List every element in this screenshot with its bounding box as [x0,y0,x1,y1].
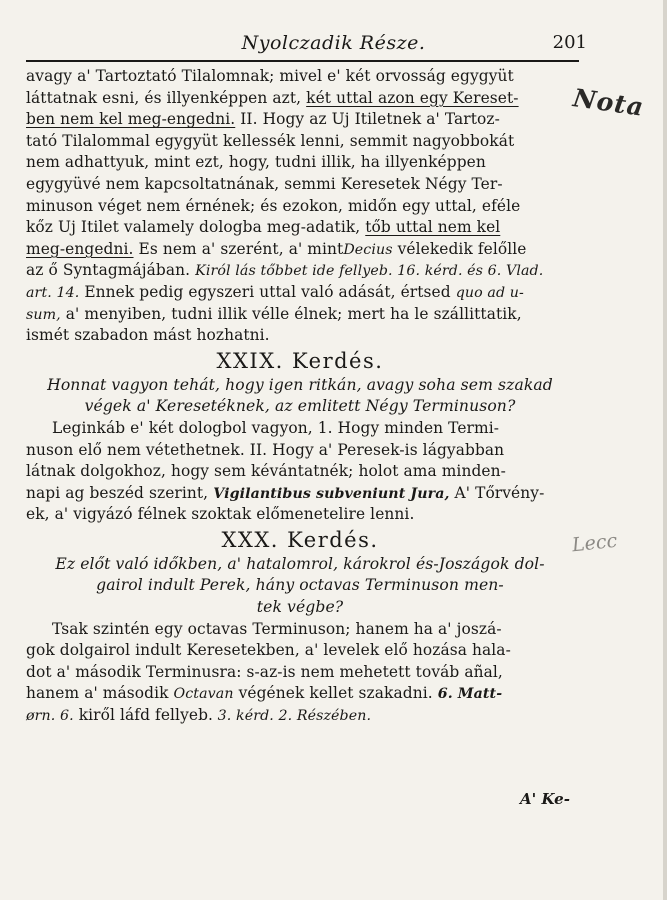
text-line [26,239,574,261]
underlined-text: ben nem kel meg-engedni. [26,110,236,129]
line-text: az ő Syntagmájában. [26,261,191,280]
line-text: ismét szabadon mást hozhatni. [26,326,270,345]
page-edge [663,0,667,900]
handwritten-margin-note: Lecc [570,529,619,557]
question-heading: XXIX. Kerdés. [216,348,384,373]
italic-text: Kiról lás tőbbet ide fellyeb. 16. kérd. és 6. Vlad. [195,263,544,280]
italic-text: Octavan [173,686,234,703]
underlined-text: tőb uttal nem kel [365,218,501,237]
text-line [26,152,574,174]
text-line [26,705,574,727]
line-text: II. Hogy az Uj Itiletnek a' Tartoz- [235,110,500,129]
line-text: tató Tilalommal egygyüt kellessék lenni, semmit nagyobbokát [26,131,515,150]
line-text: A' Tőrvény- [449,483,545,502]
line-text: láttatnak esni, és illyenképpen azt, [26,88,302,107]
line-text: kőz Uj Itilet valamely dologba meg-adatik, [26,218,361,237]
text-line [26,131,574,153]
running-head [0,28,667,58]
italic-text: quo ad u- [455,284,524,301]
text-line [26,109,574,131]
line-text: végének kellet szakadni. [233,684,433,703]
text-line [26,304,574,326]
line-text: a' menyiben, tudni illik vélle élnek; mert ha le szállittatik, [60,304,522,323]
text-line [26,683,574,705]
answer-line: Tsak szintén egy octavas Terminuson; hanem ha a' joszá- [52,619,502,638]
answer-line: gok dolgairol indult Keresetekben, a' levelek elő hozása hala- [26,641,511,660]
text-line [26,217,574,239]
line-text: kiről láfd fellyeb. [73,706,214,725]
italic-text: Decius [343,241,393,258]
text-line [26,483,574,505]
italic-text: sum, [26,306,61,323]
text-line [26,325,574,347]
line-text: hanem a' második [26,684,169,703]
text-line [26,88,574,110]
question-heading: XXX. Kerdés. [221,527,379,552]
question-text: végek a' Keresetéknek, az emlitett Négy Terminuson? [84,397,516,416]
question-text: tek végbe? [256,598,344,617]
answer-line: nuson elő nem vétethetnek. II. Hogy a' Peresek-is lágyabban [26,440,505,459]
answer-line: Leginkáb e' két dologbol vagyon, 1. Hogy minden Termi- [52,418,500,437]
text-block [26,66,574,727]
text-line [26,196,574,218]
line-text: avagy a' Tartoztató Tilalomnak; mivel e' két orvosság egygyüt [26,67,514,85]
line-text: Ennek pedig egyszeri uttal való adását, értsed [79,282,451,301]
italic-text: ørn. 6. [26,708,74,725]
text-line [26,260,574,282]
text-line [26,282,574,304]
catchword: A' Ke- [520,790,570,808]
question-text: gairol indult Perek, hány octavas Terminuson men- [96,576,504,595]
underlined-text: meg-engedni. [26,239,134,258]
answer-line: látnak dolgokhoz, hogy sem kévántatnék; holot ama minden- [26,462,506,481]
text-line [26,174,574,196]
italic-text: 3. kérd. 2. Részében. [213,708,372,725]
question-text: Ez előt való időkben, a' hatalomrol, károkrol és-Joszágok dol- [55,554,545,573]
line-text: vélekedik felőlle [392,239,527,258]
answer-line: dot a' második Terminusra: s-az-is nem mehetett továb añal, [26,662,503,681]
line-text: minuson véget nem érnének; és ezokon, midőn egy uttal, eféle [26,196,521,215]
question-text: Honnat vagyon tehát, hogy igen ritkán, avagy soha sem szakad [47,375,553,394]
line-text: nem adhattyuk, mint ezt, hogy, tudni illik, ha illyenképpen [26,153,486,172]
line-text: napi ag beszéd szerint, [26,483,209,502]
handwritten-margin-note: Nota [571,83,646,122]
text-line [26,66,574,88]
italic-text: 6. Matt- [432,686,503,703]
page-number: 201 [552,32,587,53]
answer-line: ek, a' vigyázó félnek szoktak előmenetelire lenni. [26,505,415,524]
header-rule [26,60,579,62]
running-title: Nyolczadik Része. [241,32,426,54]
line-text: Es nem a' szerént, a' mint [133,239,344,258]
line-text: egygyüvé nem kapcsoltatnának, semmi Keresetek Négy Ter- [26,174,503,193]
italic-text: art. 14. [26,284,80,301]
underlined-text: két uttal azon egy Kereset- [306,88,519,107]
italic-text: Vigilantibus subveniunt Jura, [208,485,450,502]
